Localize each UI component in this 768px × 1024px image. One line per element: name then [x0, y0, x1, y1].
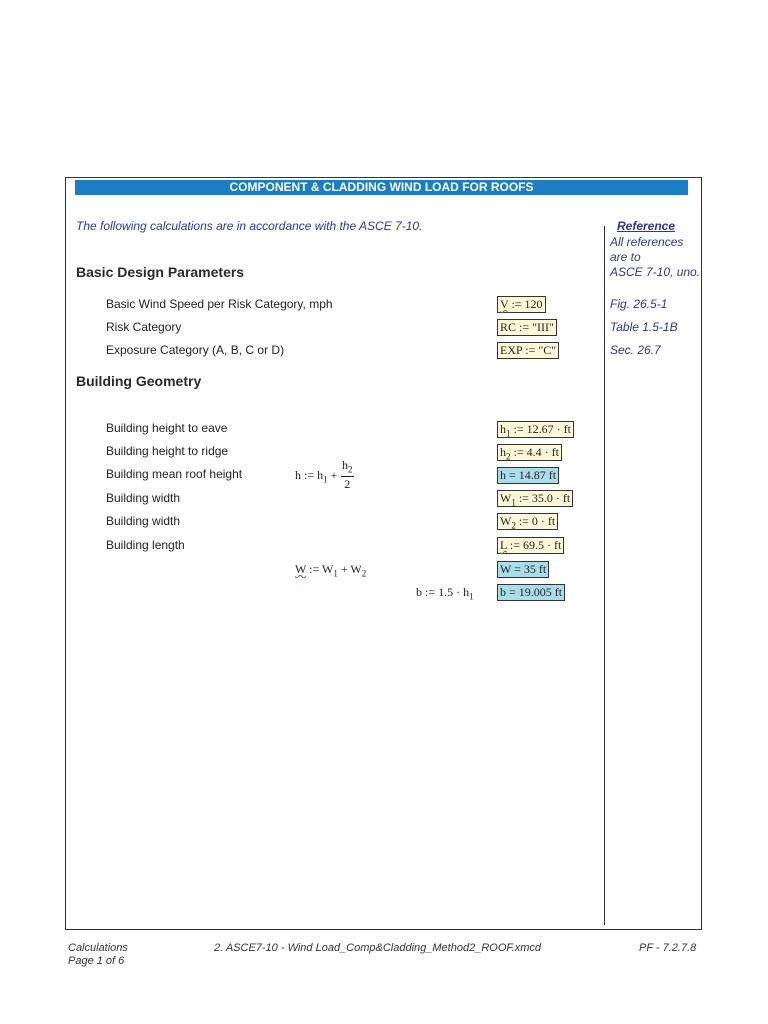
result-w: W = 35 ft: [497, 561, 549, 578]
param-label-wind-speed: Basic Wind Speed per Risk Category, mph: [106, 297, 333, 311]
geom-label-height-ridge: Building height to ridge: [106, 444, 229, 458]
footer-filename: 2. ASCE7-10 - Wind Load_Comp&Cladding_Method2_ROOF.xmcd: [214, 942, 542, 954]
section-building-geometry: Building Geometry: [76, 373, 202, 389]
param-label-exposure-category: Exposure Category (A, B, C or D): [106, 343, 285, 357]
formula-b: b := $1.5 \cdot h_1$: [416, 585, 474, 602]
reference-note-line: All references: [610, 235, 684, 249]
input-h2[interactable]: $h_2$ := 4.4 · ft: [497, 444, 562, 461]
ref-wind-speed: Fig. 26.5-1: [610, 297, 668, 311]
footer-calculations: Calculations: [68, 942, 128, 954]
fraction-denominator: 2: [344, 477, 351, 492]
input-h1[interactable]: $h_1$ := 12.67 · ft: [497, 421, 574, 438]
page-title-banner: COMPONENT & CLADDING WIND LOAD FOR ROOFS: [75, 180, 688, 195]
section-basic-design-parameters: Basic Design Parameters: [76, 264, 245, 280]
result-b: b = 19.005 ft: [497, 584, 565, 601]
input-exposure-category[interactable]: EXP := "C": [497, 342, 559, 359]
formula-h-fraction: [341, 458, 354, 491]
formula-w: W := $W_1 + W_2$: [295, 562, 367, 579]
result-h: h = 14.87 ft: [497, 467, 559, 484]
ref-risk-category: Table 1.5-1B: [610, 320, 678, 334]
footer-code: PF - 7.2.7.8: [639, 942, 697, 954]
input-w2[interactable]: $W_2$ := 0 · ft: [497, 513, 558, 530]
geom-label-width-1: Building width: [106, 491, 181, 505]
input-w1[interactable]: $W_1$ := 35.0 · ft: [497, 490, 573, 507]
geom-label-mean-roof-height: Building mean roof height: [106, 467, 243, 481]
reference-note-line: are to: [610, 250, 641, 264]
geom-label-length: Building length: [106, 538, 185, 552]
geom-label-width-2: Building width: [106, 514, 181, 528]
footer-page-number: Page 1 of 6: [68, 955, 125, 967]
input-risk-category[interactable]: RC := "III": [497, 319, 557, 336]
document-frame: [65, 177, 702, 930]
formula-h: h := $h_1$ +: [295, 468, 338, 485]
ref-exposure-category: Sec. 26.7: [610, 343, 661, 357]
reference-note: [610, 235, 700, 280]
reference-column-divider: [604, 226, 605, 925]
reference-heading: Reference: [617, 219, 676, 233]
input-wind-speed[interactable]: V := 120: [497, 296, 546, 313]
geom-label-height-eave: Building height to eave: [106, 421, 228, 435]
input-l[interactable]: L := 69.5 · ft: [497, 537, 564, 554]
intro-text: The following calculations are in accordance with the ASCE 7-10.: [76, 219, 423, 233]
param-label-risk-category: Risk Category: [106, 320, 182, 334]
fraction-numerator: $h_2$: [341, 458, 354, 477]
reference-note-line: ASCE 7-10, uno.: [610, 265, 701, 279]
